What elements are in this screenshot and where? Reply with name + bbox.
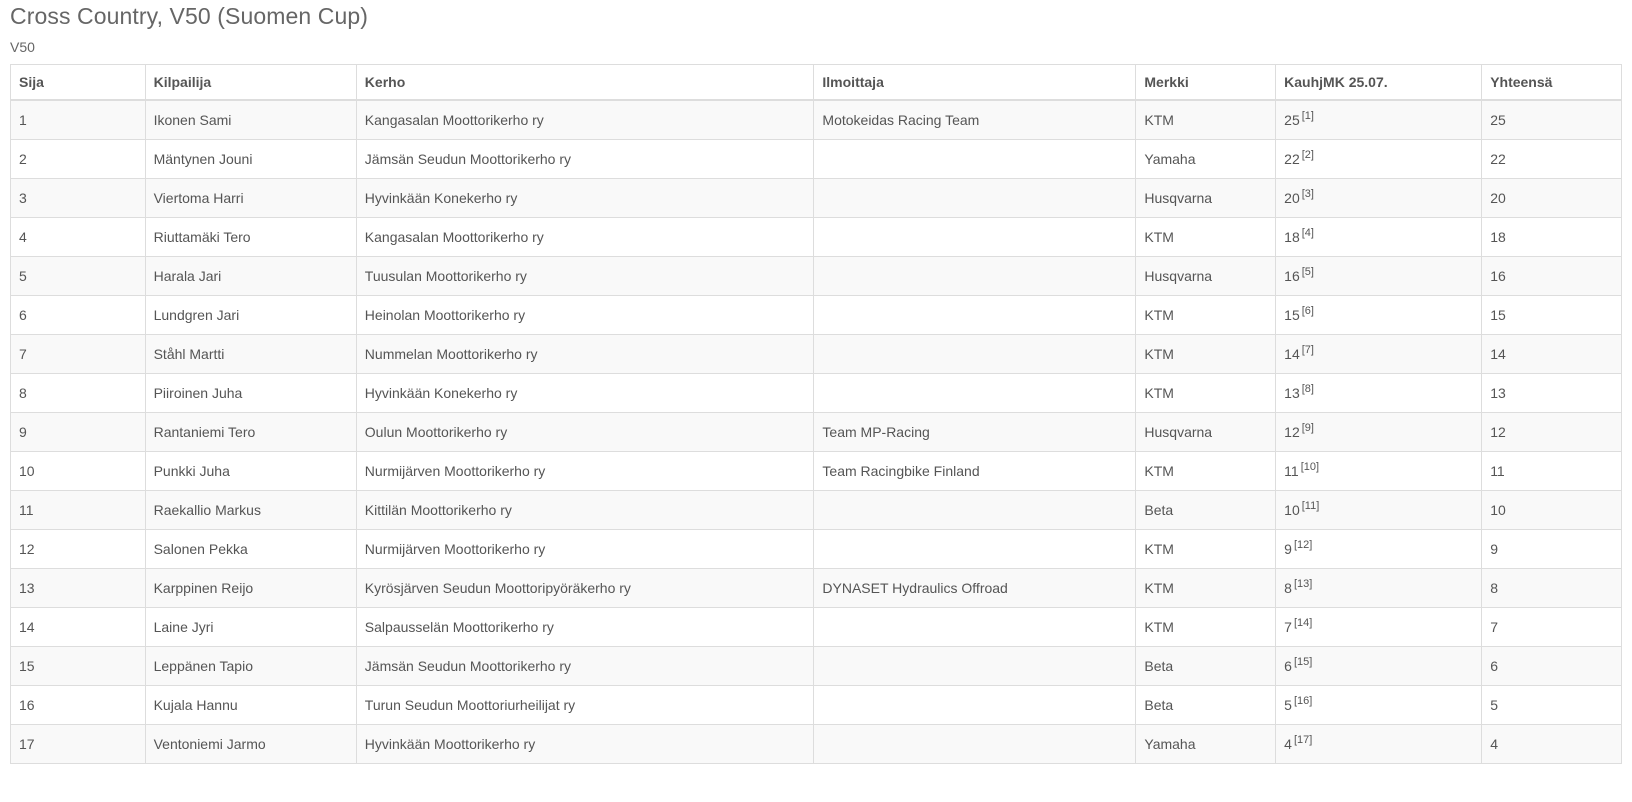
round-points: 6 [1284,658,1292,674]
footnote-reference[interactable]: [14] [1293,617,1313,630]
total-cell: 10 [1482,491,1622,530]
entrant-cell [814,140,1136,179]
total-cell: 25 [1482,100,1622,140]
entrant-cell: DYNASET Hydraulics Offroad [814,569,1136,608]
club-cell: Kangasalan Moottorikerho ry [356,218,814,257]
club-cell: Nurmijärven Moottorikerho ry [356,452,814,491]
entrant-cell [814,179,1136,218]
table-row [11,491,1622,530]
place-cell: 15 [11,647,146,686]
table-header [11,65,1622,101]
round-points-cell [1276,608,1482,647]
place-cell: 11 [11,491,146,530]
round-points: 16 [1284,268,1300,284]
total-cell: 6 [1482,647,1622,686]
table-row [11,296,1622,335]
place-cell: 9 [11,413,146,452]
place-cell: 2 [11,140,146,179]
header-entrant: Ilmoittaja [814,65,1136,101]
table-row [11,452,1622,491]
rider-cell: Karppinen Reijo [145,569,356,608]
entrant-cell [814,647,1136,686]
total-cell: 4 [1482,725,1622,764]
club-cell: Hyvinkään Konekerho ry [356,374,814,413]
rider-cell: Ventoniemi Jarmo [145,725,356,764]
club-cell: Jämsän Seudun Moottorikerho ry [356,140,814,179]
club-cell: Hyvinkään Konekerho ry [356,179,814,218]
entrant-cell [814,374,1136,413]
place-cell: 1 [11,100,146,140]
footnote-reference[interactable]: [13] [1293,578,1313,591]
round-points: 25 [1284,112,1300,128]
footnote-reference[interactable]: [4] [1301,227,1314,240]
round-points-cell [1276,686,1482,725]
table-row [11,179,1622,218]
header-round: KauhjMK 25.07. [1276,65,1482,101]
total-cell: 5 [1482,686,1622,725]
footnote-reference[interactable]: [7] [1301,344,1314,357]
class-subtitle: V50 [10,39,35,55]
rider-cell: Salonen Pekka [145,530,356,569]
round-points-cell [1276,569,1482,608]
footnote-reference[interactable]: [10] [1300,461,1320,474]
footnote-reference[interactable]: [3] [1301,188,1314,201]
table-body [11,100,1622,764]
make-cell: KTM [1136,608,1276,647]
club-cell: Tuusulan Moottorikerho ry [356,257,814,296]
club-cell: Oulun Moottorikerho ry [356,413,814,452]
entrant-cell [814,491,1136,530]
table-row [11,140,1622,179]
club-cell: Nummelan Moottorikerho ry [356,335,814,374]
total-cell: 9 [1482,530,1622,569]
total-cell: 18 [1482,218,1622,257]
total-cell: 20 [1482,179,1622,218]
round-points-cell [1276,140,1482,179]
page-title: Cross Country, V50 (Suomen Cup) [10,3,369,29]
place-cell: 14 [11,608,146,647]
rider-cell: Leppänen Tapio [145,647,356,686]
footnote-reference[interactable]: [15] [1293,656,1313,669]
club-cell: Kyrösjärven Seudun Moottoripyöräkerho ry [356,569,814,608]
round-points-cell [1276,179,1482,218]
make-cell: Yamaha [1136,140,1276,179]
place-cell: 12 [11,530,146,569]
make-cell: KTM [1136,374,1276,413]
entrant-cell [814,218,1136,257]
round-points: 20 [1284,190,1300,206]
club-cell: Nurmijärven Moottorikerho ry [356,530,814,569]
round-points-cell [1276,218,1482,257]
make-cell: KTM [1136,218,1276,257]
place-cell: 6 [11,296,146,335]
header-total: Yhteensä [1482,65,1622,101]
round-points-cell [1276,413,1482,452]
round-points-cell [1276,530,1482,569]
footnote-reference[interactable]: [1] [1301,110,1314,123]
entrant-cell [814,608,1136,647]
round-points: 12 [1284,424,1300,440]
round-points: 13 [1284,385,1300,401]
header-make: Merkki [1136,65,1276,101]
footnote-reference[interactable]: [5] [1301,266,1314,279]
rider-cell: Mäntynen Jouni [145,140,356,179]
total-cell: 11 [1482,452,1622,491]
place-cell: 4 [11,218,146,257]
place-cell: 13 [11,569,146,608]
round-points: 14 [1284,346,1300,362]
make-cell: KTM [1136,452,1276,491]
total-cell: 13 [1482,374,1622,413]
footnote-reference[interactable]: [9] [1301,422,1314,435]
round-points-cell [1276,647,1482,686]
header-rider: Kilpailija [145,65,356,101]
total-cell: 8 [1482,569,1622,608]
rider-cell: Punkki Juha [145,452,356,491]
total-cell: 16 [1482,257,1622,296]
rider-cell: Ståhl Martti [145,335,356,374]
make-cell: Husqvarna [1136,413,1276,452]
table-row [11,413,1622,452]
round-points-cell [1276,374,1482,413]
table-row [11,725,1622,764]
entrant-cell [814,725,1136,764]
round-points-cell [1276,452,1482,491]
round-points: 4 [1284,736,1292,752]
table-row [11,257,1622,296]
rider-cell: Viertoma Harri [145,179,356,218]
footnote-reference[interactable]: [6] [1301,305,1314,318]
make-cell: Husqvarna [1136,257,1276,296]
make-cell: Husqvarna [1136,179,1276,218]
club-cell: Turun Seudun Moottoriurheilijat ry [356,686,814,725]
table-row [11,100,1622,140]
place-cell: 7 [11,335,146,374]
header-place: Sija [11,65,146,101]
rider-cell: Kujala Hannu [145,686,356,725]
entrant-cell: Team MP-Racing [814,413,1136,452]
table-row [11,608,1622,647]
rider-cell: Raekallio Markus [145,491,356,530]
round-points: 18 [1284,229,1300,245]
round-points-cell [1276,491,1482,530]
make-cell: KTM [1136,335,1276,374]
entrant-cell: Team Racingbike Finland [814,452,1136,491]
rider-cell: Rantaniemi Tero [145,413,356,452]
place-cell: 17 [11,725,146,764]
round-points-cell [1276,725,1482,764]
round-points-cell [1276,257,1482,296]
rider-cell: Ikonen Sami [145,100,356,140]
round-points: 5 [1284,697,1292,713]
round-points: 8 [1284,580,1292,596]
round-points: 9 [1284,541,1292,557]
make-cell: KTM [1136,530,1276,569]
club-cell: Jämsän Seudun Moottorikerho ry [356,647,814,686]
club-cell: Kittilän Moottorikerho ry [356,491,814,530]
table-row [11,530,1622,569]
table-row [11,335,1622,374]
make-cell: Beta [1136,647,1276,686]
club-cell: Kangasalan Moottorikerho ry [356,100,814,140]
total-cell: 7 [1482,608,1622,647]
footnote-reference[interactable]: [12] [1293,539,1313,552]
table-row [11,647,1622,686]
header-club: Kerho [356,65,814,101]
entrant-cell [814,296,1136,335]
place-cell: 5 [11,257,146,296]
total-cell: 15 [1482,296,1622,335]
table-row [11,218,1622,257]
round-points-cell [1276,296,1482,335]
table-row [11,569,1622,608]
round-points: 11 [1284,463,1299,479]
round-points: 22 [1284,151,1300,167]
entrant-cell: Motokeidas Racing Team [814,100,1136,140]
total-cell: 14 [1482,335,1622,374]
club-cell: Salpausselän Moottorikerho ry [356,608,814,647]
header-row [11,65,1622,101]
make-cell: Yamaha [1136,725,1276,764]
results-table [10,64,1622,764]
rider-cell: Harala Jari [145,257,356,296]
rider-cell: Riuttamäki Tero [145,218,356,257]
make-cell: KTM [1136,296,1276,335]
footnote-reference[interactable]: [16] [1293,695,1313,708]
footnote-reference[interactable]: [17] [1293,734,1313,747]
place-cell: 10 [11,452,146,491]
total-cell: 12 [1482,413,1622,452]
round-points: 15 [1284,307,1300,323]
make-cell: Beta [1136,686,1276,725]
rider-cell: Laine Jyri [145,608,356,647]
rider-cell: Lundgren Jari [145,296,356,335]
place-cell: 8 [11,374,146,413]
entrant-cell [814,530,1136,569]
round-points: 7 [1284,619,1292,635]
club-cell: Hyvinkään Moottorikerho ry [356,725,814,764]
club-cell: Heinolan Moottorikerho ry [356,296,814,335]
make-cell: KTM [1136,100,1276,140]
footnote-reference[interactable]: [2] [1301,149,1314,162]
entrant-cell [814,257,1136,296]
make-cell: KTM [1136,569,1276,608]
total-cell: 22 [1482,140,1622,179]
entrant-cell [814,335,1136,374]
table-row [11,374,1622,413]
place-cell: 16 [11,686,146,725]
rider-cell: Piiroinen Juha [145,374,356,413]
make-cell: Beta [1136,491,1276,530]
table-row [11,686,1622,725]
place-cell: 3 [11,179,146,218]
entrant-cell [814,686,1136,725]
round-points-cell [1276,100,1482,140]
round-points: 10 [1284,502,1300,518]
footnote-reference[interactable]: [8] [1301,383,1314,396]
footnote-reference[interactable]: [11] [1301,500,1320,513]
round-points-cell [1276,335,1482,374]
